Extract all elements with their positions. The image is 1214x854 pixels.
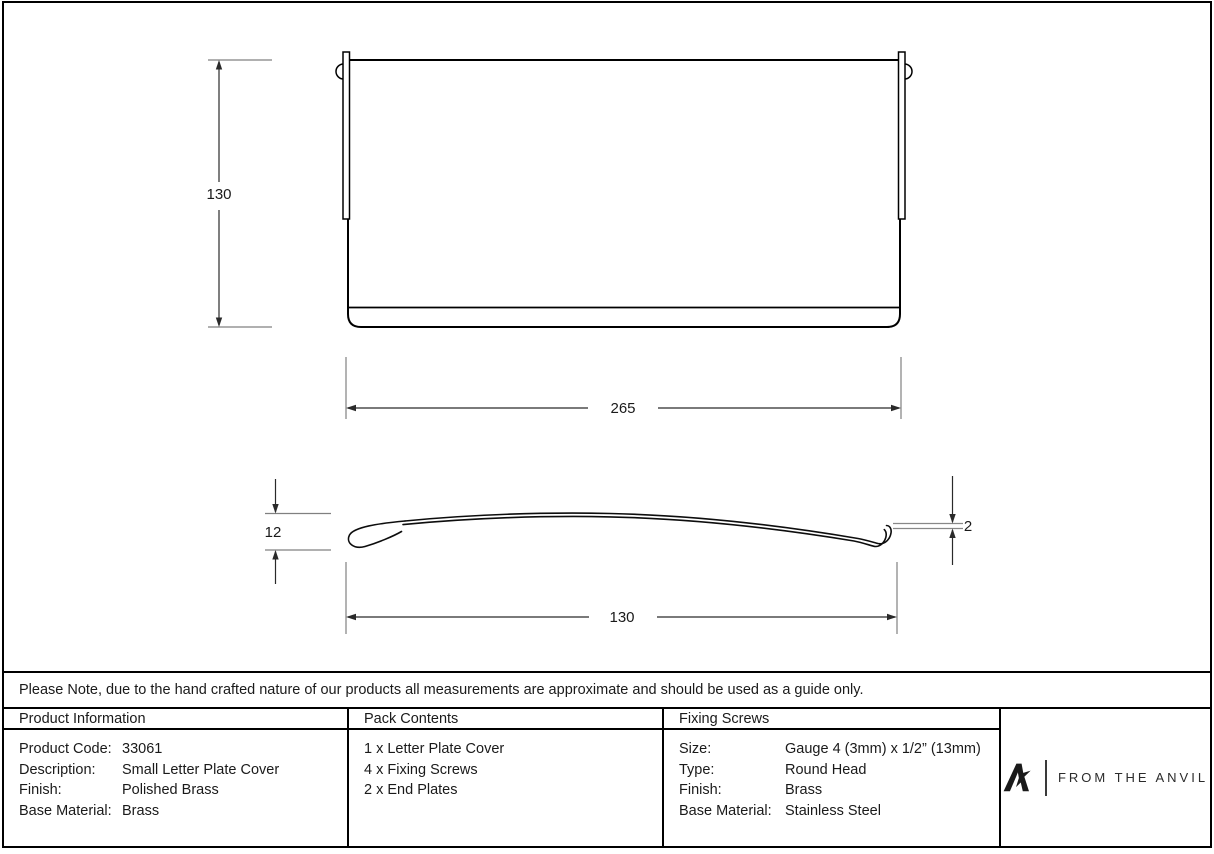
note-text: Please Note, due to the hand crafted nature of our products all measurements are approximate and should be used as a guide only. [19,682,864,698]
pack-item: 4 x Fixing Screws [364,761,478,778]
spec-value: Brass [122,802,160,819]
spec-value: Gauge 4 (3mm) x 1/2” (13mm) [785,741,981,757]
fixing-screws-header: Fixing Screws [664,709,999,730]
spec-row [19,801,343,822]
arrow-up [272,550,278,560]
spec-row [679,739,995,760]
anvil-logo-icon [1003,763,1034,792]
spec-value: Round Head [785,761,867,778]
arrow-right [887,614,897,620]
side-depth-label: 12 [264,524,282,541]
spec-row [679,760,995,781]
front-view-outline [348,60,900,327]
product-information-header: Product Information [4,709,347,730]
spec-row [19,760,343,781]
arrow-up [216,60,222,70]
pack-contents-header: Pack Contents [349,709,662,730]
fixing-screws-column [664,709,1001,846]
spec-label: Description: [19,761,96,778]
logo-divider [1045,760,1047,796]
arrow-right [891,405,901,411]
front-view [336,52,912,327]
spec-label: Finish: [19,782,62,798]
spec-value: Polished Brass [122,782,219,798]
spec-label: Size: [679,741,712,757]
spec-row [679,801,995,822]
end-plate-right [899,52,906,219]
side-profile-curl [348,521,405,547]
side-width-label: 130 [609,609,635,626]
front-view-height-dimension [206,60,272,327]
sheet-frame [2,1,1212,848]
drawing-area [4,3,1210,671]
front-height-label: 130 [206,186,232,203]
front-width-label: 265 [610,400,636,417]
arrow-left [346,614,356,620]
spec-label: Type: [679,761,715,778]
technical-drawing [4,3,1210,671]
arrow-down [216,318,222,328]
brand-logo [1003,760,1208,796]
spec-table [4,707,1210,846]
arrow-down [272,504,278,514]
side-view-width-dimension [346,562,897,634]
side-view-depth-dimension [265,479,331,584]
pack-item: 2 x End Plates [364,782,458,798]
spec-row [679,780,995,801]
side-view [348,513,891,547]
spec-label: Finish: [679,782,722,798]
spec-value: 33061 [122,741,163,757]
side-view-thickness-dimension [893,476,972,565]
note-row [4,671,1210,707]
front-view-width-dimension [346,357,901,419]
arrow-down [949,514,955,524]
arrow-left [346,405,356,411]
pack-contents-column [349,709,664,846]
spec-value: Brass [785,782,823,798]
arrow-up [949,529,955,539]
product-information-column [4,709,349,846]
spec-label: Base Material: [19,802,112,819]
spec-value: Small Letter Plate Cover [122,761,280,778]
side-thickness-label: 2 [963,518,973,535]
spec-label: Product Code: [19,741,112,757]
logo-cell [1001,709,1210,846]
end-plate-left [343,52,350,219]
spec-value: Stainless Steel [785,802,881,819]
spec-label: Base Material: [679,802,772,819]
spec-row [19,780,343,801]
spec-row [19,739,343,760]
brand-name: FROM THE ANVIL [1057,770,1209,785]
pack-item: 1 x Letter Plate Cover [364,741,505,757]
